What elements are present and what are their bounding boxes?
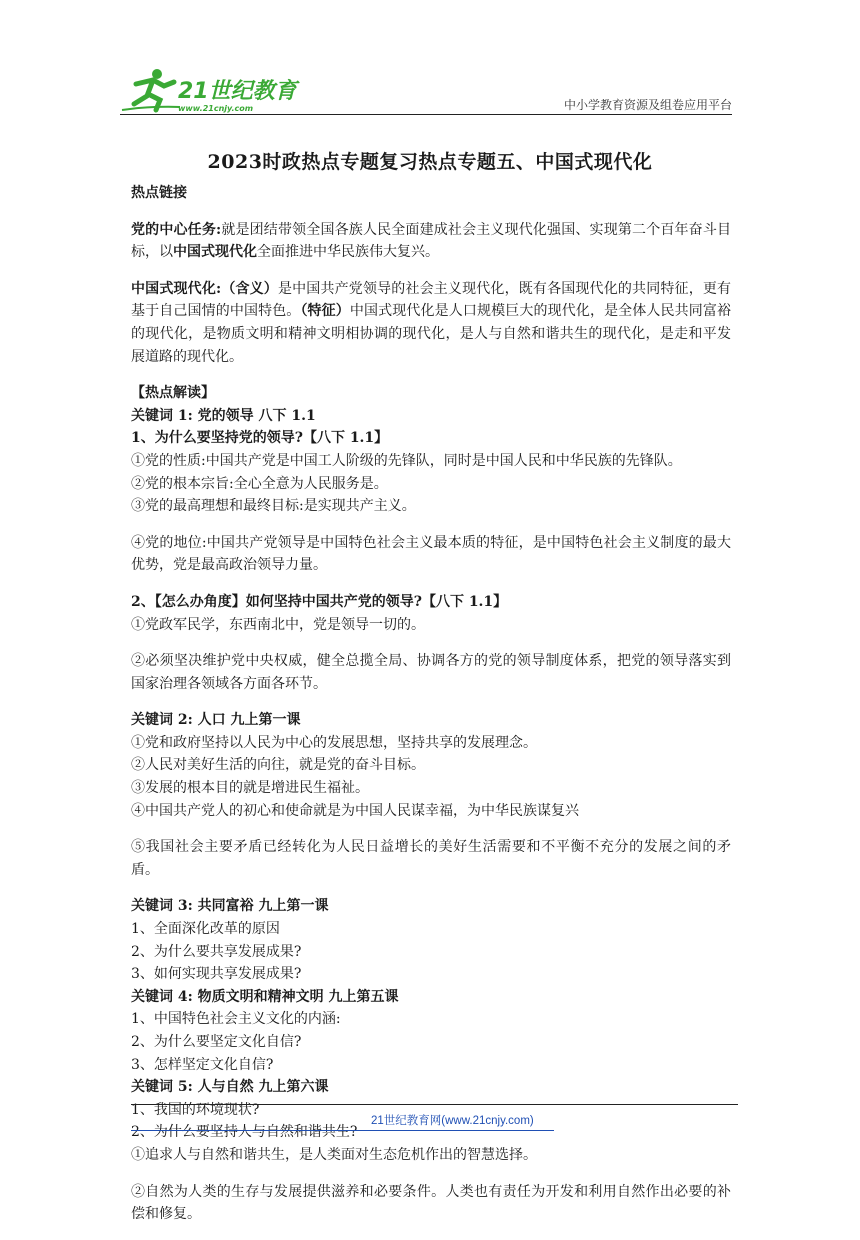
term-tag: （含义） xyxy=(221,280,278,297)
term-emphasis: 中国式现代化 xyxy=(173,244,257,261)
keyword-heading: 关键词 5: 人与自然 九上第六课 xyxy=(131,1079,329,1096)
list-item: ①党政军民学，东西南北中，党是领导一切的。 xyxy=(131,616,425,633)
list-item: ④党的地位:中国共产党领导是中国特色社会主义最本质的特征，是中国特色社会主义制度的最大优势，党是最高政治领导力量。 xyxy=(131,534,731,574)
keyword-heading: 关键词 4: 物质文明和精神文明 九上第五课 xyxy=(131,988,399,1005)
question-heading: 1、为什么要坚持党的领导?【八下 1.1】 xyxy=(131,430,389,447)
list-item: 3、怎样坚定文化自信? xyxy=(131,1056,274,1073)
list-item: 1、全面深化改革的原因 xyxy=(131,921,280,938)
list-item: ⑤我国社会主要矛盾已经转化为人民日益增长的美好生活需要和不平衡不充分的发展之间的矛盾。 xyxy=(131,839,731,878)
footer-divider xyxy=(131,1104,738,1105)
list-item: ③党的最高理想和最终目标:是实现共产主义。 xyxy=(131,498,416,515)
term-text: 中国式现代化是人口规模巨大的现代化，是全体人民共同富裕的现代化，是物质文明和精神文明相协调的现代化，是人与自然和谐共生的现代化，是走和平发展道路的现代化。 xyxy=(131,303,732,365)
list-item: 3、如何实现共享发展成果? xyxy=(131,966,302,983)
list-item: 2、为什么要共享发展成果? xyxy=(131,943,302,960)
list-item: ②党的根本宗旨:全心全意为人民服务是。 xyxy=(131,475,388,492)
term-label: 中国式现代化: xyxy=(131,280,222,297)
document-body xyxy=(131,182,731,1240)
footer-underline xyxy=(131,1130,554,1131)
list-item: ①追求人与自然和谐共生，是人类面对生态危机作出的智慧选择。 xyxy=(131,1146,537,1163)
paragraph-modernization xyxy=(131,278,731,368)
list-item: ④中国共产党人的初心和使命就是为中国人民谋幸福，为中华民族谋复兴 xyxy=(131,802,579,819)
svg-text:21世纪教育: 21世纪教育 xyxy=(178,79,297,104)
page-header xyxy=(120,66,732,116)
term-label: 党的中心任务: xyxy=(131,221,222,238)
platform-name: 中小学教育资源及组卷应用平台 xyxy=(563,98,732,112)
list-item: 2、为什么要坚持人与自然和谐共生? xyxy=(131,1124,358,1141)
term-tag: （特征） xyxy=(300,303,350,320)
section-heading: 热点链接 xyxy=(131,185,187,201)
section-heading: 【热点解读】 xyxy=(131,385,215,402)
keyword-heading: 关键词 1: 党的领导 八下 1.1 xyxy=(131,407,316,424)
list-item: ②自然为人类的生存与发展提供滋养和必要条件。人类也有责任为开发和利用自然作出必要的补偿和修复。 xyxy=(131,1183,731,1223)
list-item: ③发展的根本目的就是增进民生福祉。 xyxy=(131,780,369,797)
list-item: 1、我国的环境现状? xyxy=(131,1101,260,1118)
document-title: 2023时政热点专题复习热点专题五、中国式现代化 xyxy=(207,151,653,173)
term-text: 就是团结带领全国各族人民全面建成社会主义现代化强国、实现第二个百年奋斗目标，以 xyxy=(131,221,732,261)
list-item: ②人民对美好生活的向往，就是党的奋斗目标。 xyxy=(131,757,425,774)
list-item: ①党和政府坚持以人民为中心的发展思想，坚持共享的发展理念。 xyxy=(131,734,537,751)
term-text: 是中国共产党领导的社会主义现代化，既有各国现代化的共同特征，更有基于自己国情的中国特色。 xyxy=(131,280,732,320)
keyword-heading: 关键词 2: 人口 九上第一课 xyxy=(131,712,301,729)
keyword-heading: 关键词 3: 共同富裕 九上第一课 xyxy=(131,898,329,915)
runner-logo-icon xyxy=(120,66,320,114)
term-text: 全面推进中华民族伟大复兴。 xyxy=(257,244,439,261)
list-item: 2、为什么要坚定文化自信? xyxy=(131,1034,302,1050)
list-item: ②必须坚决维护党中央权威，健全总揽全局、协调各方的党的领导制度体系，把党的领导落实到国家治理各领域各方面各环节。 xyxy=(131,653,731,692)
list-item: 1、中国特色社会主义文化的内涵: xyxy=(131,1011,341,1028)
svg-text:www.21cnjy.com: www.21cnjy.com xyxy=(178,104,254,113)
question-heading: 2、【怎么办角度】如何坚持中国共产党的领导?【八下 1.1】 xyxy=(131,593,508,610)
list-item: ①党的性质:中国共产党是中国工人阶级的先锋队，同时是中国人民和中华民族的先锋队。 xyxy=(131,452,682,469)
footer-site-link[interactable]: 21世纪教育网(www.21cnjy.com) xyxy=(371,1115,534,1127)
header-divider xyxy=(120,114,732,115)
paragraph-central-task xyxy=(131,219,731,264)
site-logo[interactable] xyxy=(120,66,320,114)
